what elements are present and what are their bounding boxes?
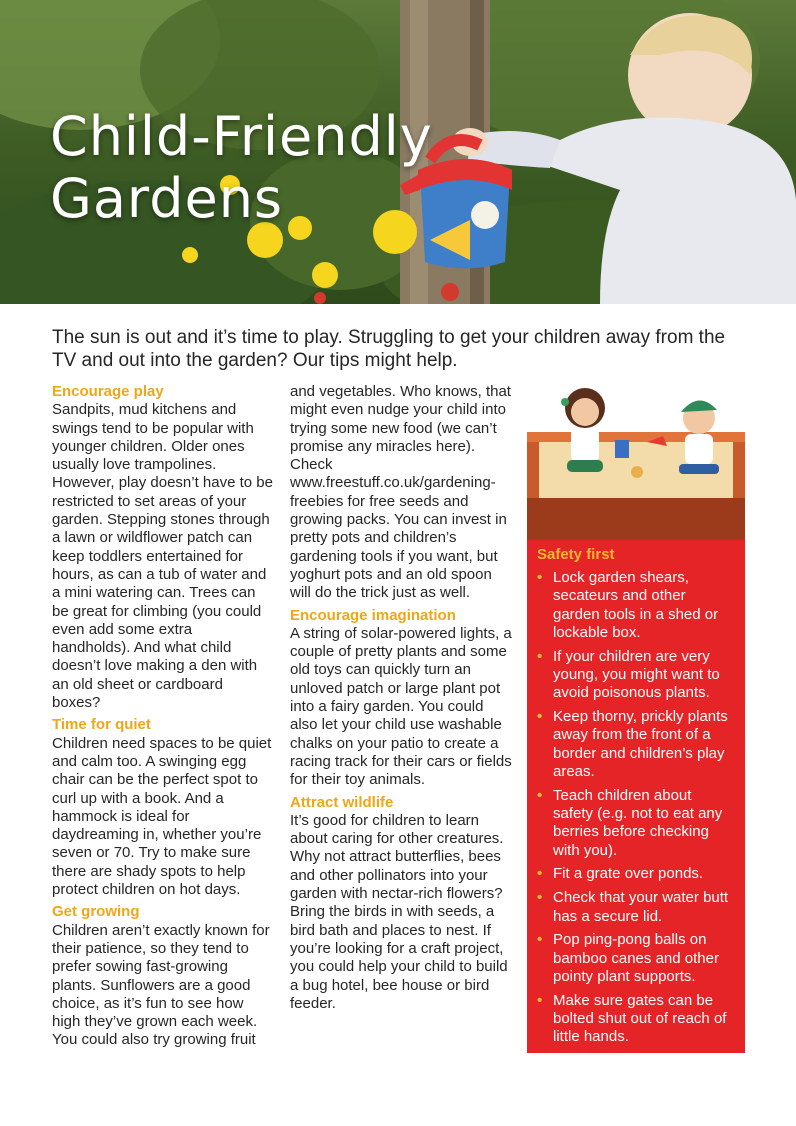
section-body-time-for-quiet: Children need spaces to be quiet and calm too. A swinging egg chair can be the perfect spot to curl up with a book. And a hammock is ideal for daydreaming in, whether you’re seven or 70. Try to make sure there are shady spots to help protect children on hot days. [52, 734, 272, 899]
safety-item [537, 708, 735, 781]
safety-list [537, 569, 735, 1047]
safety-item [537, 787, 735, 860]
bullet-icon: • [537, 889, 543, 907]
section-heading-encourage-imagination: Encourage imagination [290, 606, 456, 624]
safety-first-panel [527, 540, 745, 1053]
section-body-encourage-imagination: A string of solar-powered lights, a couple of pretty plants and some old toys can quickly turn an unloved patch or large plant pot into a fairy garden. You could also let your child use washable chalks on your patio to create a racing track for their cars or fields for their toy animals. [290, 624, 512, 789]
page-title-line-1: Child-Friendly [50, 105, 433, 168]
safety-item [537, 648, 735, 703]
safety-item [537, 865, 735, 883]
bullet-icon: • [537, 931, 543, 949]
section-heading-encourage-play: Encourage play [52, 383, 164, 400]
safety-item-text: Teach children about safety (e.g. not to eat any berries before checking with you). [553, 786, 723, 859]
page-title [50, 106, 433, 230]
section-heading-time-for-quiet: Time for quiet [52, 716, 151, 734]
bullet-icon: • [537, 991, 543, 1009]
page-title-line-2: Gardens [50, 167, 284, 230]
bullet-icon: • [537, 569, 543, 586]
safety-heading: Safety first [537, 546, 615, 563]
safety-item [537, 992, 735, 1047]
section-body-get-growing: Children aren’t exactly known for their patience, so they tend to prefer sowing fast-growing plants. Sunflowers are a good choice, as it’s fun to see how high they’ve grown each week. You could also try growing fruit [52, 921, 270, 1049]
sandpit-illustration [527, 380, 745, 540]
safety-item [537, 569, 735, 642]
bullet-icon: • [537, 786, 543, 804]
bullet-icon: • [537, 708, 543, 726]
safety-item-text: Make sure gates can be bolted shut out of reach of little hands. [553, 991, 727, 1046]
safety-item-text: Pop ping-pong balls on bamboo canes and other pointy plant supports. [553, 931, 719, 985]
safety-item-text: If your children are very young, you might want to avoid poisonous plants. [553, 647, 720, 702]
safety-item-text: Check that your water butt has a secure lid. [553, 889, 729, 925]
safety-item [537, 889, 735, 926]
safety-item-text: Lock garden shears, secateurs and other garden tools in a shed or lockable box. [553, 569, 719, 641]
section-body-get-growing-continued: and vegetables. Who knows, that might even nudge your child into trying some new food (we can’t promise any miracles here). Check www.freestuff.co.uk/gardening-freebies for free seeds and growing packs. You can invest in pretty pots and children’s gardening tools if you want, but yoghurt pots and an old spoon will do the trick just as well. [290, 383, 511, 602]
hero-photo [0, 0, 796, 304]
safety-item-text: Keep thorny, prickly plants away from the front of a border and children’s play areas. [553, 708, 728, 780]
column-left [52, 383, 274, 1050]
bullet-icon: • [537, 865, 543, 883]
section-body-attract-wildlife: It’s good for children to learn about caring for other creatures. Why not attract butterflies, bees and other pollinators into your garden with nectar-rich flowers? Bring the birds in with seeds, a bird bath and places to nest. If you’re looking for a craft project, you could help your child to build a bug hotel, bee house or bird feeder. [290, 811, 508, 1012]
safety-item-text: Fit a grate over ponds. [553, 865, 704, 883]
children-in-sandpit-illustration [527, 380, 745, 540]
section-body-encourage-play: Sandpits, mud kitchens and swings tend to be popular with younger children. Older ones usually love trampolines. However, play doesn’t have to be restricted to set areas of your garden. Stepping stones through a lawn or wildflower patch can keep toddlers entertained for hours, as can a tub of water and a mini watering can. Trees can be great for climbing (you could even add some extra handholds). And what child doesn’t love making a den with an old sheet or cardboard boxes? [52, 401, 273, 712]
column-middle [290, 383, 512, 1013]
safety-item [537, 931, 735, 986]
section-heading-get-growing: Get growing [52, 903, 140, 921]
intro-paragraph: The sun is out and it’s time to play. Struggling to get your children away from the TV and out into the garden? Our tips might help. [52, 327, 726, 371]
bullet-icon: • [537, 647, 543, 665]
section-heading-attract-wildlife: Attract wildlife [290, 793, 394, 811]
